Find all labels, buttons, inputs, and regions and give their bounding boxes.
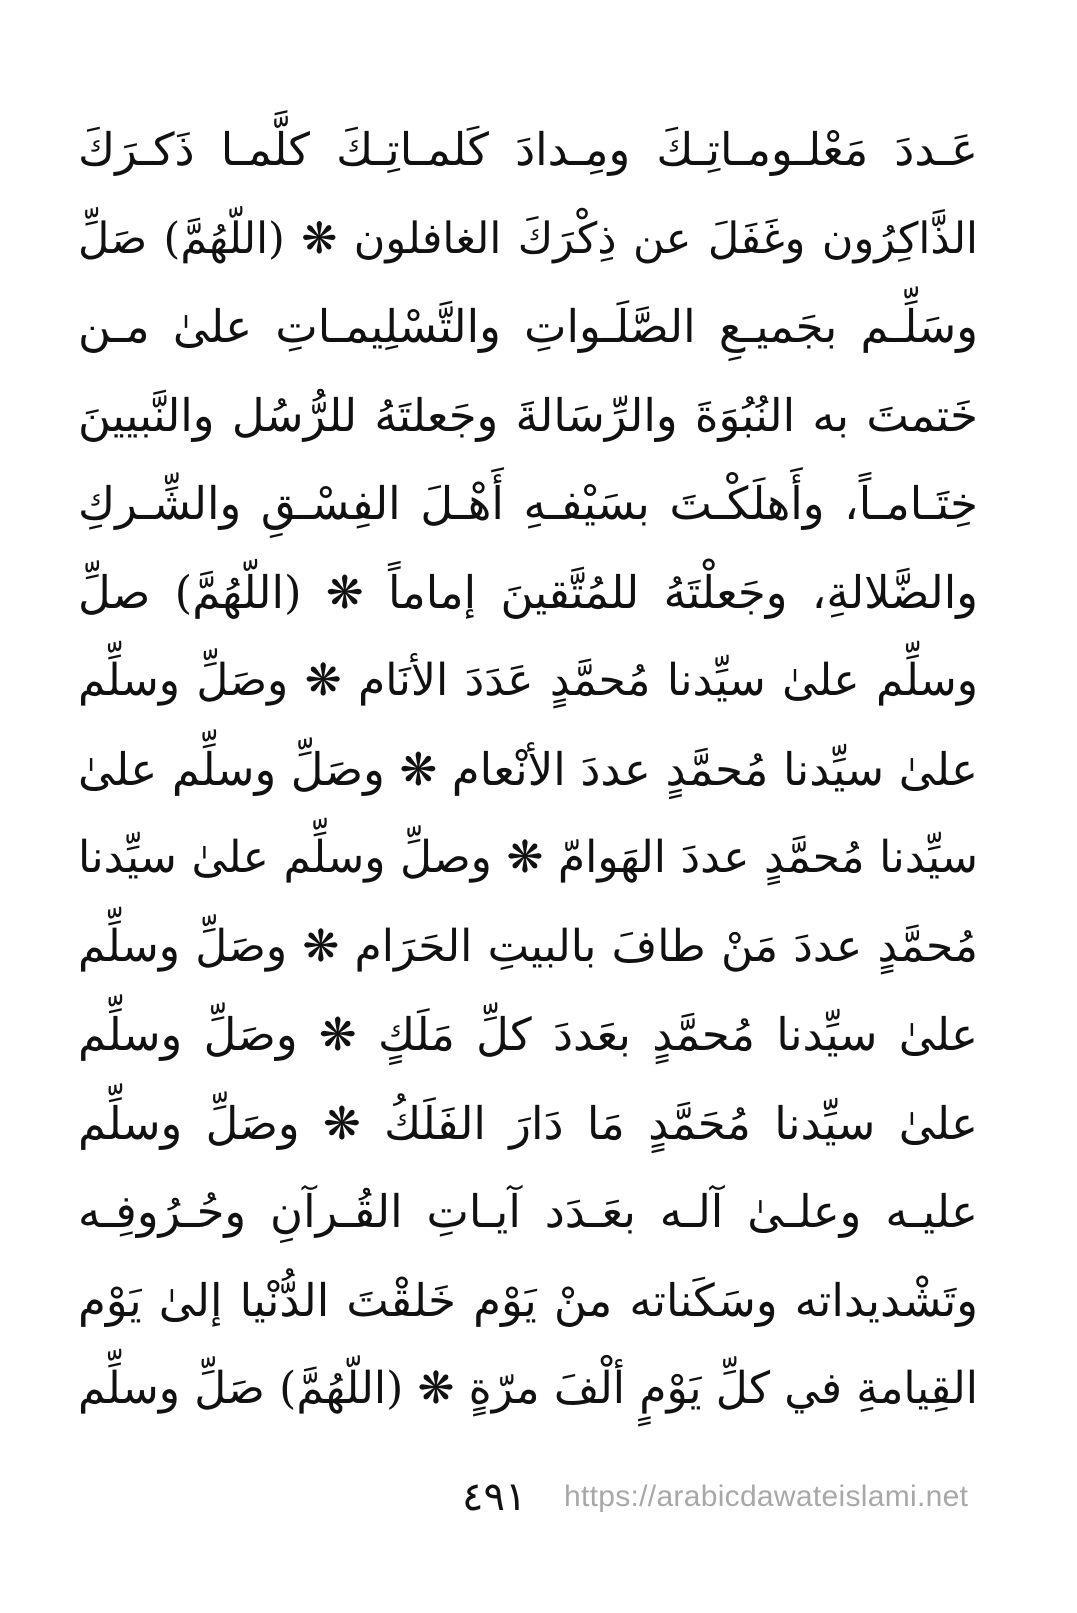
page-footer: [0, 1468, 1077, 1528]
text-line-4: خَتمتَ به النُبُوَةَ والرِّسَالةَ وجَعلتَهُ للرُّسُل والنَّبيينَ: [78, 388, 978, 442]
page-number: ٤٩١: [462, 1474, 527, 1520]
text-line-6: والضَّلالةِ، وجَعلْتَهُ للمُتَّقينَ إماماً ❋ (اللّهُمَّ) صلِّ: [78, 565, 978, 619]
text-line-13: عليـه وعلـىٰ آلـه بعَـدَد آيـاتِ القُـرآنِ وحُـرُوفِـه: [78, 1185, 978, 1238]
text-line-1: عَـددَ مَعْلـومـاتِـكَ ومِـدادَ كَلمـاتِـكَ كلَّمـا ذَكـرَكَ: [78, 123, 978, 176]
text-line-5: خِتَـامـاً، وأَهلَكْـتَ بسَيْفـهِ أَهْـلَ الفِسْـقِ والشِّـركِ: [78, 477, 978, 530]
text-line-11: علىٰ سيِّدنا مُحمَّدٍ بعَددَ كلِّ مَلَكٍ ❋ وصَلِّ وسلِّم: [78, 1008, 978, 1061]
text-line-8: علىٰ سيِّدنا مُحمَّدٍ عددَ الأنْعام ❋ وصَلِّ وسلِّم علىٰ: [78, 742, 978, 796]
text-line-15: القِيامةِ في كلِّ يَوْمٍ ألْفَ مرّةٍ ❋ (اللّهُمَّ) صَلِّ وسلِّم: [78, 1363, 978, 1414]
text-line-2: الذَّاكِرُون وغَفَلَ عن ذِكْرَكَ الغافلون ❋ (اللّهُمَّ) صَلِّ: [78, 213, 978, 264]
text-line-10: مُحمَّدٍ عددَ مَنْ طافَ بالبيتِ الحَرَام ❋ وصَلِّ وسلِّم: [78, 920, 978, 972]
text-line-7: وسلِّم علىٰ سيِّدنا مُحمَّدٍ عَدَدَ الأنَام ❋ وصَلِّ وسلِّم: [78, 655, 978, 706]
prayer-text: [78, 106, 978, 1434]
text-line-9: سيِّدنا مُحمَّدٍ عددَ الهَوامّ ❋ وصلِّ وسلِّم علىٰ سيِّدنا: [78, 832, 978, 883]
text-line-12: علىٰ سيِّدنا مُحَمَّدٍ مَا دَارَ الفَلَكُ ❋ وصَلِّ وسلِّم: [78, 1096, 978, 1150]
text-line-14: وتَشْديداته وسَكَناته منْ يَوْم خَلقْتَ الدُّنْيا إلىٰ يَوْم: [78, 1273, 978, 1327]
watermark-url: https://arabicdawateislami.net: [564, 1480, 969, 1513]
text-line-3: وسَلِّـم بجَميـعِ الصَّلَـواتِ والتَّسْلِيمـاتِ علىٰ مـن: [78, 300, 978, 353]
